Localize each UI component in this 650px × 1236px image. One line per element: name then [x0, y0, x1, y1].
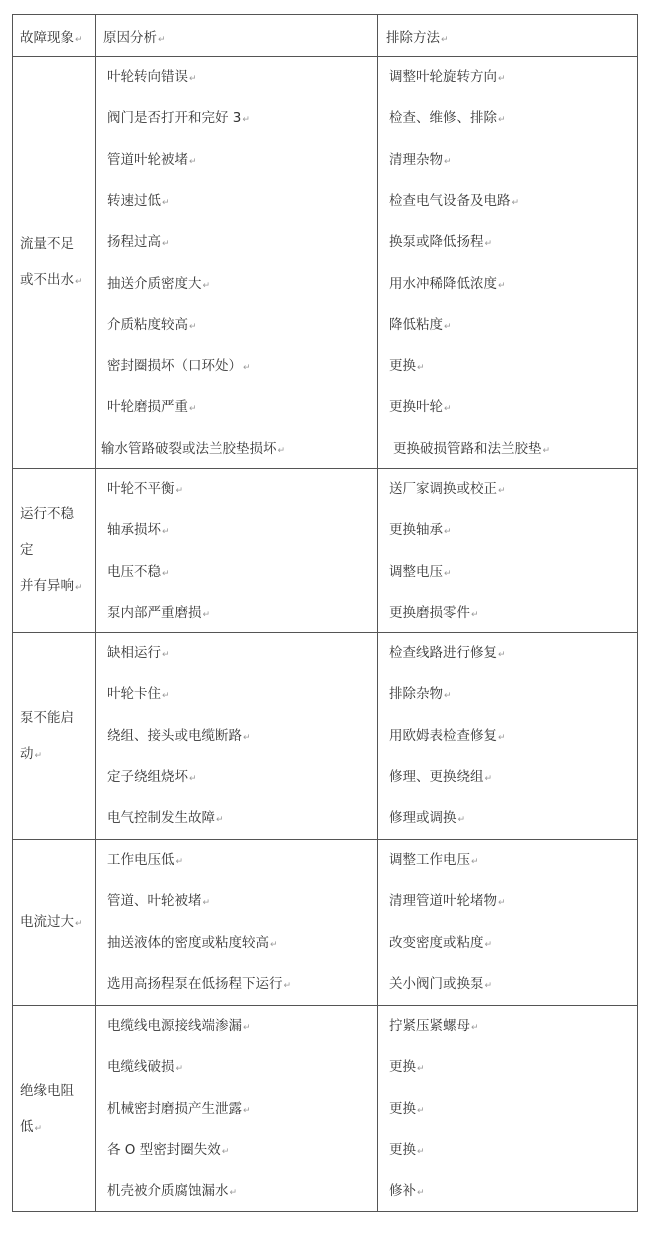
solution-item: 拧紧压紧螺母↵ [389, 1018, 479, 1034]
solution-item: 更换磨损零件↵ [389, 604, 479, 621]
fault-phenomenon-line: 或不出水↵ [20, 272, 83, 288]
cause-item: 绕组、接头或电缆断路↵ [107, 727, 251, 744]
fault-phenomenon [20, 235, 83, 307]
solution-item: 用水冲稀降低浓度↵ [389, 275, 506, 292]
cause-item: 叶轮不平衡↵ [107, 481, 184, 497]
solution-item: 调整叶轮旋转方向↵ [389, 69, 506, 85]
solution-item: 更换叶轮↵ [389, 399, 452, 416]
cause-item: 叶轮磨损严重↵ [107, 399, 197, 416]
solution-item: 检查线路进行修复↵ [389, 645, 506, 661]
column-divider [377, 15, 378, 1211]
fault-phenomenon-line: 动↵ [20, 745, 43, 762]
solution-item: 检查电气设备及电路↵ [389, 192, 520, 209]
fault-table [12, 14, 638, 1212]
fault-phenomenon-line: 运行不稳 [20, 506, 74, 522]
solution-item: 修理、更换绕组↵ [389, 768, 493, 785]
row-divider [13, 1005, 637, 1006]
header-solution: 排除方法↵ [386, 30, 449, 46]
cause-item: 电气控制发生故障↵ [107, 810, 224, 827]
cause-item: 机械密封磨损产生泄露↵ [107, 1100, 251, 1117]
cause-item: 各 O 型密封圈失效↵ [107, 1141, 230, 1158]
solution-item: 改变密度或粘度↵ [389, 934, 493, 951]
cause-item: 轴承损坏↵ [107, 522, 170, 539]
fault-phenomenon [20, 505, 83, 613]
fault-phenomenon [20, 913, 83, 949]
fault-phenomenon [20, 709, 74, 781]
solution-item: 换泵或降低扬程↵ [389, 234, 493, 251]
cause-item: 抽送介质密度大↵ [107, 275, 211, 292]
column-divider [95, 15, 96, 1211]
cause-item: 管道叶轮被堵↵ [107, 151, 197, 168]
solution-item: 降低粘度↵ [389, 316, 452, 333]
cause-item: 叶轮转向错误↵ [107, 69, 197, 85]
fault-phenomenon-line: 定 [20, 542, 34, 558]
solution-item: 清理管道叶轮堵物↵ [389, 893, 506, 910]
cause-item: 电缆线破损↵ [107, 1059, 184, 1076]
cause-item: 机壳被介质腐蚀漏水↵ [107, 1183, 238, 1200]
solution-item: 更换破损管路和法兰胶垫↵ [393, 440, 551, 457]
solution-item: 更换↵ [389, 358, 425, 375]
cause-item: 电缆线电源接线端渗漏↵ [107, 1018, 251, 1034]
row-divider [13, 632, 637, 633]
row-divider [13, 56, 637, 57]
cause-item: 扬程过高↵ [107, 234, 170, 251]
solution-item: 更换轴承↵ [389, 522, 452, 539]
cause-item: 工作电压低↵ [107, 852, 184, 868]
solution-item: 用欧姆表检查修复↵ [389, 727, 506, 744]
fault-phenomenon-line: 绝缘电阻 [20, 1083, 74, 1099]
fault-phenomenon-line: 流量不足 [20, 236, 74, 252]
cause-item: 定子绕组烧坏↵ [107, 768, 197, 785]
cause-item: 阀门是否打开和完好 3↵ [107, 110, 250, 127]
header-fault-phenomenon: 故障现象↵ [20, 30, 83, 46]
fault-phenomenon [20, 1082, 74, 1154]
fault-phenomenon-line: 并有异响↵ [20, 578, 83, 594]
solution-item: 关小阀门或换泵↵ [389, 975, 493, 992]
solution-item: 更换↵ [389, 1100, 425, 1117]
solution-item: 清理杂物↵ [389, 151, 452, 168]
solution-item: 修理或调换↵ [389, 810, 466, 827]
cause-item: 输水管路破裂或法兰胶垫损坏↵ [101, 440, 286, 457]
solution-item: 检查、维修、排除↵ [389, 110, 506, 127]
cause-item: 选用高扬程泵在低扬程下运行↵ [107, 975, 292, 992]
solution-item: 排除杂物↵ [389, 686, 452, 703]
cause-item: 抽送液体的密度或粘度较高↵ [107, 934, 278, 951]
header-cause-analysis: 原因分析↵ [103, 30, 166, 46]
cause-item: 叶轮卡住↵ [107, 686, 170, 703]
solution-item: 修补↵ [389, 1183, 425, 1200]
row-divider [13, 839, 637, 840]
row-divider [13, 468, 637, 469]
cause-item: 电压不稳↵ [107, 563, 170, 580]
solution-item: 更换↵ [389, 1141, 425, 1158]
solution-item: 调整工作电压↵ [389, 852, 479, 868]
cause-item: 密封圈损坏（口环处）↵ [107, 358, 251, 375]
solution-item: 送厂家调换或校正↵ [389, 481, 506, 497]
cause-item: 管道、叶轮被堵↵ [107, 893, 211, 910]
solution-item: 调整电压↵ [389, 563, 452, 580]
fault-phenomenon-line: 电流过大↵ [20, 914, 83, 930]
cause-item: 泵内部严重磨损↵ [107, 604, 211, 621]
cause-item: 转速过低↵ [107, 192, 170, 209]
cause-item: 介质粘度较高↵ [107, 316, 197, 333]
cause-item: 缺相运行↵ [107, 645, 170, 661]
solution-item: 更换↵ [389, 1059, 425, 1076]
fault-phenomenon-line: 低↵ [20, 1119, 43, 1135]
fault-phenomenon-line: 泵不能启 [20, 709, 74, 726]
